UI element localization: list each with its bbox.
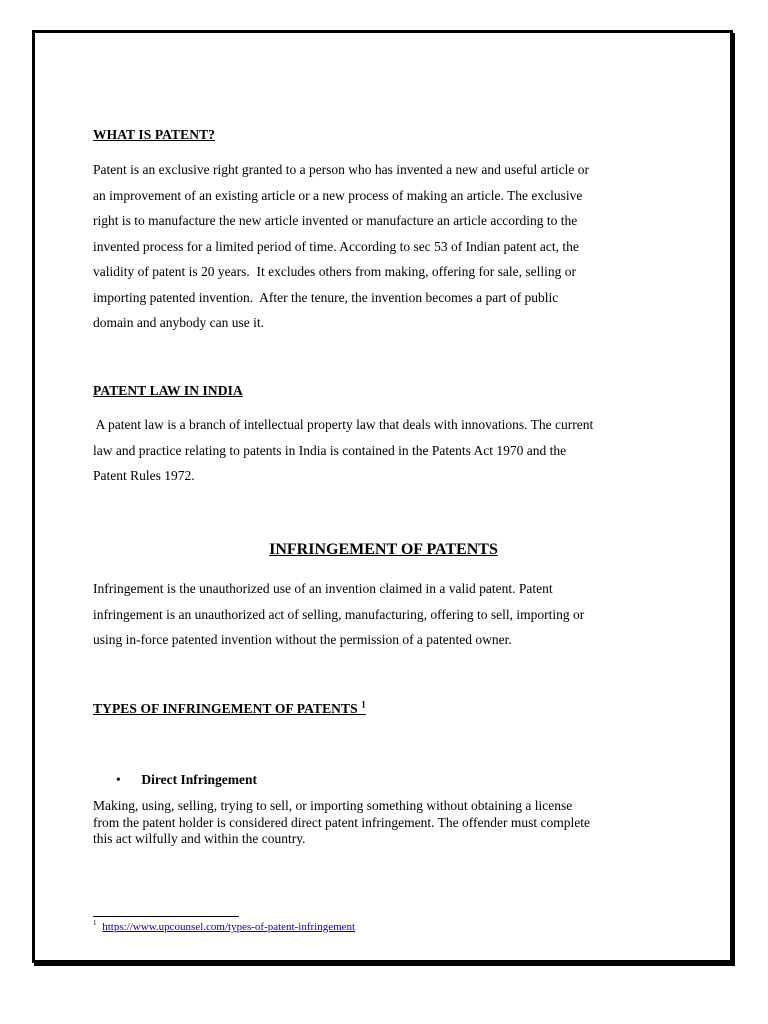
infringement-paragraph (93, 576, 678, 653)
paragraph-line: Patent Rules 1972. (93, 468, 195, 483)
paragraph-line: law and practice relating to patents in India is contained in the Patents Act 1970 and the (93, 442, 567, 458)
paragraph-line: validity of patent is 20 years. It excludes others from making, offering for sale, selling or (93, 264, 577, 279)
infringement-heading: INFRINGEMENT OF PATENTS (269, 541, 498, 558)
paragraph-line: this act wilfully and within the country. (93, 831, 306, 846)
paragraph-line: Patent is an exclusive right granted to a person who has invented a new and useful article or (93, 162, 589, 177)
types-heading (93, 701, 366, 717)
patent-law-india-heading: PATENT LAW IN INDIA (93, 383, 243, 398)
types-heading-text: TYPES OF INFRINGEMENT OF PATENTS (93, 701, 358, 716)
paragraph-line: A patent law is a branch of intellectual property law that deals with innovations. The current (93, 417, 594, 432)
footnote (93, 921, 355, 933)
paragraph-line: using in-force patented invention without the permission of a patented owner. (93, 632, 512, 647)
paragraph-line: Making, using, selling, trying to sell, or importing something without obtaining a license (93, 798, 573, 813)
paragraph-line: an improvement of an existing article or a new process of making an article. The exclusive (93, 187, 583, 203)
paragraph-line: importing patented invention. After the tenure, the invention becomes a part of public (93, 289, 559, 305)
what-is-patent-paragraph (93, 157, 678, 336)
paragraph-line: right is to manufacture the new article invented or manufacture an article according to the (93, 213, 578, 228)
paragraph-line: infringement is an unauthorized act of selling, manufacturing, offering to sell, importing or (93, 606, 585, 622)
patent-law-india-paragraph (93, 412, 678, 489)
footnote-separator (93, 916, 239, 917)
footnote-number: 1 (93, 919, 97, 928)
footnote-reference[interactable]: 1 (361, 699, 366, 710)
paragraph-line: Infringement is the unauthorized use of an invention claimed in a valid patent. Patent (93, 581, 553, 596)
what-is-patent-heading: WHAT IS PATENT? (93, 127, 216, 142)
footnote-link[interactable]: https://www.upcounsel.com/types-of-patent-infringement (102, 921, 356, 933)
bullet-item (116, 772, 257, 788)
bullet-label: Direct Infringement (141, 772, 257, 787)
direct-infringement-paragraph (93, 798, 678, 848)
paragraph-line: invented process for a limited period of time. According to sec 53 of Indian patent act, the (93, 238, 579, 254)
paragraph-line: domain and anybody can use it. (93, 315, 264, 330)
bullet-icon: • (116, 772, 121, 787)
paragraph-line: from the patent holder is considered direct patent infringement. The offender must complete (93, 814, 590, 830)
